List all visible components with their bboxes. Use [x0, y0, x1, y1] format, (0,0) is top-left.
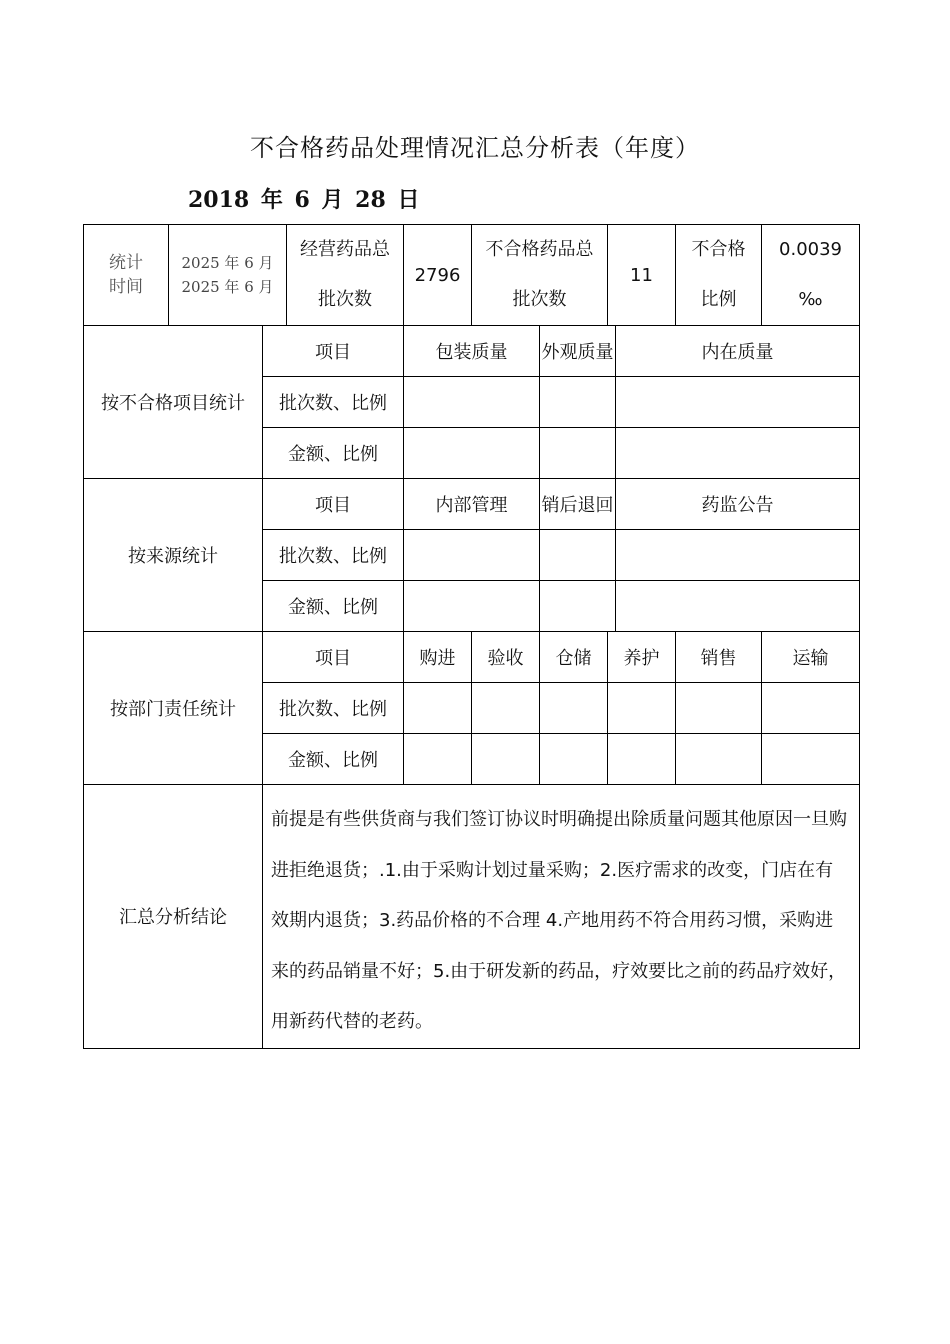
- table-cell: [540, 581, 616, 632]
- col-header: 验收: [472, 632, 540, 683]
- unqualified-batches-value: 11: [608, 225, 676, 326]
- table-row: [84, 479, 860, 530]
- col-header: 包装质量: [404, 326, 540, 377]
- table-row: [84, 326, 860, 377]
- col-header: 项目: [263, 632, 404, 683]
- row-header: 金额、比例: [263, 428, 404, 479]
- table-cell: [616, 530, 860, 581]
- table-cell: [540, 377, 616, 428]
- summary-table: [83, 224, 860, 1049]
- col-header: 养护: [608, 632, 676, 683]
- table-cell: [540, 428, 616, 479]
- report-date: 2018 年 6 月 28 日: [188, 187, 420, 213]
- stat-time-label: 统计时间: [84, 225, 169, 326]
- col-header: 仓储: [540, 632, 608, 683]
- summary-text: 前提是有些供货商与我们签订协议时明确提出除质量问题其他原因一旦购进拒绝退货；.1.由于采购计划过量采购；2.医疗需求的改变，门店在有效期内退货；3.药品价格的不合理 4.产地用药不符合用药习惯，采购进来的药品销量不好；5.由于研发新的药品，疗效要比之前的药品疗效好，用新药代替的老药。: [263, 785, 860, 1049]
- col-header: 销后退回: [540, 479, 616, 530]
- page-title: 不合格药品处理情况汇总分析表（年度）: [250, 134, 700, 162]
- table-cell: [404, 428, 540, 479]
- table-cell: [540, 734, 608, 785]
- row-header: 金额、比例: [263, 581, 404, 632]
- table-cell: [404, 734, 472, 785]
- managed-batches-value: 2796: [404, 225, 472, 326]
- col-header: 销售: [676, 632, 762, 683]
- unqualified-ratio-label: 不合格 比例: [676, 225, 762, 326]
- managed-batches-label: 经营药品总 批次数: [287, 225, 404, 326]
- table-cell: [404, 530, 540, 581]
- table-cell: [616, 377, 860, 428]
- table-cell: [404, 581, 540, 632]
- row-header: 批次数、比例: [263, 683, 404, 734]
- col-header: 项目: [263, 326, 404, 377]
- section-source-label: 按来源统计: [84, 479, 263, 632]
- col-header: 内在质量: [616, 326, 860, 377]
- unqualified-ratio-value: 0.0039 ‰: [762, 225, 860, 326]
- table-cell: [676, 683, 762, 734]
- table-cell: [762, 683, 860, 734]
- table-cell: [540, 683, 608, 734]
- row-header: 金额、比例: [263, 734, 404, 785]
- summary-label: 汇总分析结论: [84, 785, 263, 1049]
- table-cell: [676, 734, 762, 785]
- stat-time-value: 2025 年 6 月 2025 年 6 月: [169, 225, 287, 326]
- table-cell: [540, 530, 616, 581]
- table-cell: [404, 683, 472, 734]
- section-item-label: 按不合格项目统计: [84, 326, 263, 479]
- section-dept-label: 按部门责任统计: [84, 632, 263, 785]
- col-header: 项目: [263, 479, 404, 530]
- table-cell: [608, 734, 676, 785]
- row-header: 批次数、比例: [263, 530, 404, 581]
- table-cell: [608, 683, 676, 734]
- col-header: 购进: [404, 632, 472, 683]
- col-header: 内部管理: [404, 479, 540, 530]
- summary-row: [84, 785, 860, 1049]
- table-cell: [404, 377, 540, 428]
- table-cell: [616, 428, 860, 479]
- row-header: 批次数、比例: [263, 377, 404, 428]
- col-header: 外观质量: [540, 326, 616, 377]
- unqualified-batches-label: 不合格药品总 批次数: [472, 225, 608, 326]
- table-row: [84, 632, 860, 683]
- table-cell: [472, 683, 540, 734]
- table-cell: [472, 734, 540, 785]
- col-header: 运输: [762, 632, 860, 683]
- header-row: [84, 225, 860, 326]
- table-cell: [762, 734, 860, 785]
- table-cell: [616, 581, 860, 632]
- col-header: 药监公告: [616, 479, 860, 530]
